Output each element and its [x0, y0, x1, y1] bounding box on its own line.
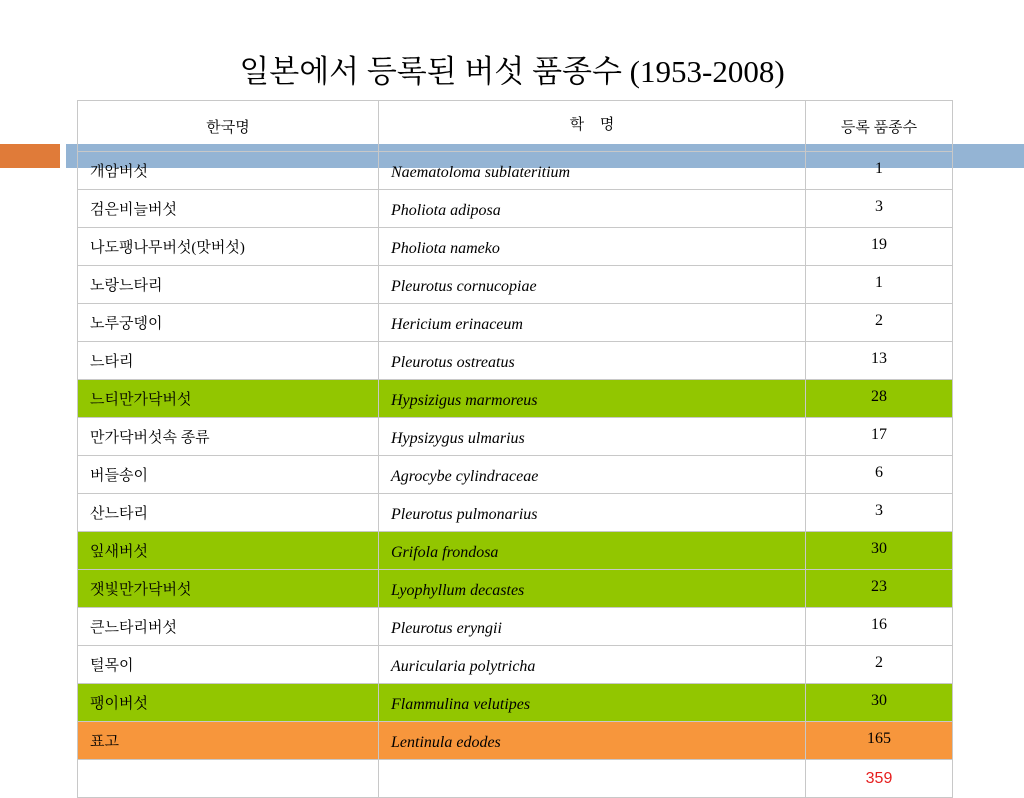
count-cell: 17 [806, 418, 953, 456]
korean-name-cell: 느티만가닥버섯 [78, 380, 379, 418]
scientific-name-cell: Auricularia polytricha [379, 646, 806, 684]
scientific-name-cell: Hypsizigus marmoreus [379, 380, 806, 418]
scientific-name-cell: Pleurotus eryngii [379, 608, 806, 646]
scientific-name-cell: Pleurotus ostreatus [379, 342, 806, 380]
count-cell: 1 [806, 152, 953, 190]
table-row [78, 418, 953, 456]
korean-name-cell: 버들송이 [78, 456, 379, 494]
korean-name-cell: 나도팽나무버섯(맛버섯) [78, 228, 379, 266]
total-count-cell: 359 [806, 760, 953, 798]
table-row [78, 152, 953, 190]
scientific-name-cell: Lentinula edodes [379, 722, 806, 760]
scientific-name-cell: Pleurotus cornucopiae [379, 266, 806, 304]
korean-name-cell: 노랑느타리 [78, 266, 379, 304]
count-cell: 6 [806, 456, 953, 494]
mushroom-varieties-table [77, 100, 953, 798]
count-cell: 3 [806, 190, 953, 228]
slide-title: 일본에서 등록된 버섯 품종수 (1953-2008) [239, 54, 785, 89]
korean-name-cell: 잿빛만가닥버섯 [78, 570, 379, 608]
table-row [78, 456, 953, 494]
table-row [78, 228, 953, 266]
scientific-name-cell: Pholiota nameko [379, 228, 806, 266]
table-row [78, 494, 953, 532]
count-cell: 2 [806, 646, 953, 684]
scientific-name-cell: Naematoloma sublateritium [379, 152, 806, 190]
count-cell: 16 [806, 608, 953, 646]
korean-name-cell: 개암버섯 [78, 152, 379, 190]
table-row [78, 722, 953, 760]
scientific-name-cell: Agrocybe cylindraceae [379, 456, 806, 494]
table-row [78, 608, 953, 646]
header-count: 등록 품종수 [806, 101, 953, 152]
table-row [78, 532, 953, 570]
korean-name-cell: 털목이 [78, 646, 379, 684]
count-cell: 23 [806, 570, 953, 608]
scientific-name-cell: Pholiota adiposa [379, 190, 806, 228]
table-row [78, 646, 953, 684]
scientific-name-cell: Hypsizygus ulmarius [379, 418, 806, 456]
scientific-name-cell: Lyophyllum decastes [379, 570, 806, 608]
table-row [78, 342, 953, 380]
total-korean-name-cell [78, 760, 379, 798]
korean-name-cell: 느타리 [78, 342, 379, 380]
scientific-name-cell: Hericium erinaceum [379, 304, 806, 342]
table-row [78, 380, 953, 418]
count-cell: 2 [806, 304, 953, 342]
korean-name-cell: 팽이버섯 [78, 684, 379, 722]
accent-bar-orange [0, 144, 60, 168]
count-cell: 30 [806, 532, 953, 570]
korean-name-cell: 산느타리 [78, 494, 379, 532]
table-row [78, 570, 953, 608]
korean-name-cell: 검은비늘버섯 [78, 190, 379, 228]
header-korean-name: 한국명 [78, 101, 379, 152]
count-cell: 13 [806, 342, 953, 380]
table-row [78, 304, 953, 342]
count-cell: 1 [806, 266, 953, 304]
scientific-name-cell: Pleurotus pulmonarius [379, 494, 806, 532]
count-cell: 165 [806, 722, 953, 760]
table-row [78, 266, 953, 304]
count-cell: 30 [806, 684, 953, 722]
korean-name-cell: 큰느타리버섯 [78, 608, 379, 646]
korean-name-cell: 표고 [78, 722, 379, 760]
total-scientific-name-cell [379, 760, 806, 798]
table-header-row [78, 101, 953, 152]
korean-name-cell: 노루궁뎅이 [78, 304, 379, 342]
scientific-name-cell: Grifola frondosa [379, 532, 806, 570]
korean-name-cell: 만가닥버섯속 종류 [78, 418, 379, 456]
count-cell: 3 [806, 494, 953, 532]
table-row [78, 684, 953, 722]
header-scientific-name: 학 명 [379, 101, 806, 152]
korean-name-cell: 잎새버섯 [78, 532, 379, 570]
total-row [78, 760, 953, 798]
table-row [78, 190, 953, 228]
count-cell: 28 [806, 380, 953, 418]
scientific-name-cell: Flammulina velutipes [379, 684, 806, 722]
count-cell: 19 [806, 228, 953, 266]
